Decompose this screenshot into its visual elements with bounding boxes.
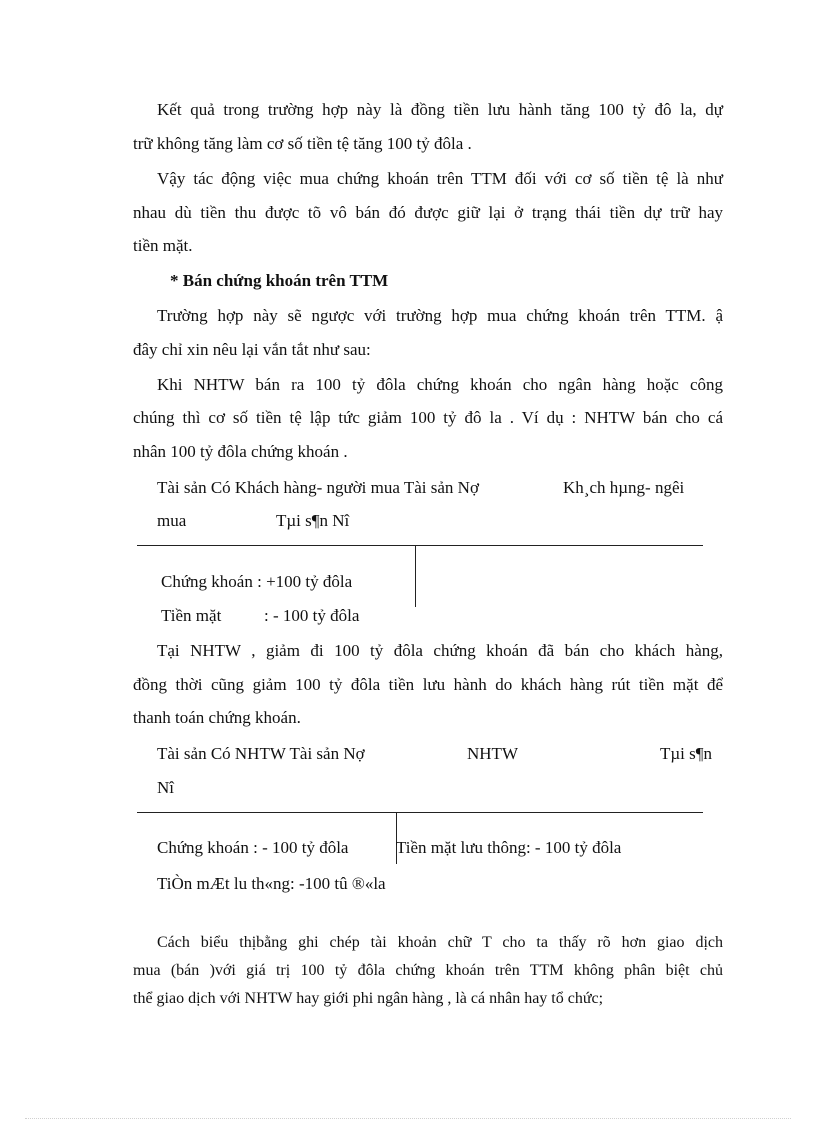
t-account-2-extra-row: TiÒn mÆt lu th«ng: -100 tû ®«la [157,874,386,893]
paragraph-5-line-2: đồng thời cũng giảm 100 tỷ đôla tiền lưu hành do khách hàng rút tiền mặt để [133,675,723,694]
t-account-1-header-left: Tài sản Có Khách hàng- người mua Tài sản Nợ [157,478,479,497]
paragraph-3-line-1: Trường hợp này sẽ ngược với trường hợp mua chứng khoán trên TTM. ậ [157,306,723,325]
paragraph-2-line-2: nhau dù tiền thu được tõ vô bán đó được giữ lại ở trạng thái tiền dự trữ hay [133,203,723,222]
paragraph-6-line-1: Cách biểu thịbằng ghi chép tài khoản chữ T cho ta thấy rõ hơn giao dịch [157,934,723,951]
paragraph-6-line-3: thể giao dịch với NHTW hay giới phi ngân hàng , là cá nhân hay tổ chức; [133,990,604,1007]
t-account-1-header-line2-b: Tµi s¶n Nî [276,511,350,530]
t-account-2-left-row: Chứng khoán : - 100 tỷ đôla [157,838,349,857]
section-heading: * Bán chứng khoán trên TTM [170,271,389,290]
paragraph-4-line-1: Khi NHTW bán ra 100 tỷ đôla chứng khoán cho ngân hàng hoặc công [157,375,723,394]
t-account-2-horizontal-rule [137,812,703,813]
t-account-1-row-securities: Chứng khoán : +100 tỷ đôla [161,572,353,591]
paragraph-6-line-2: mua (bán )với giá trị 100 tỷ đôla chứng khoán trên TTM không phân biệt chủ [133,962,723,979]
paragraph-5-line-1: Tại NHTW , giảm đi 100 tỷ đôla chứng khoán đã bán cho khách hàng, [157,641,723,660]
t-account-2-header-mid: NHTW [467,744,518,763]
t-account-2-right-row: Tiền mặt lưu thông: - 100 tỷ đôla [396,838,622,857]
t-account-1-header-right: Kh¸ch hµng- ngêi [563,478,685,497]
paragraph-5-line-3: thanh toán chứng khoán. [133,708,301,727]
t-account-1-row-cash-value: : - 100 tỷ đôla [264,606,360,625]
paragraph-4-line-2: chúng thì cơ số tiền tệ lập tức giảm 100 tỷ đô la . Ví dụ : NHTW bán cho cá [133,408,723,427]
t-account-2-header-left: Tài sản Có NHTW Tài sản Nợ [157,744,365,763]
paragraph-2-line-1: Vậy tác động việc mua chứng khoán trên TTM đối với cơ số tiền tệ là như [157,169,723,188]
paragraph-3-line-2: đây chỉ xin nêu lại vắn tắt như sau: [133,340,371,359]
t-account-1-header-line2-a: mua [157,511,187,530]
t-account-1-row-cash-label: Tiền mặt [161,606,222,625]
paragraph-1-line-1: Kết quả trong trường hợp này là đồng tiền lưu hành tăng 100 tỷ đô la, dự [157,100,723,119]
t-account-2-header-line2: Nî [157,778,174,797]
t-account-2-header-right: Tµi s¶n [660,744,712,763]
t-account-1-vertical-rule [415,545,416,607]
t-account-1-horizontal-rule [137,545,703,546]
page-footer-dotted-border [25,1118,791,1119]
paragraph-2-line-3: tiền mặt. [133,236,193,255]
paragraph-4-line-3: nhân 100 tỷ đôla chứng khoán . [133,442,348,461]
paragraph-1-line-2: trữ không tăng làm cơ số tiền tệ tăng 100 tỷ đôla . [133,134,472,153]
